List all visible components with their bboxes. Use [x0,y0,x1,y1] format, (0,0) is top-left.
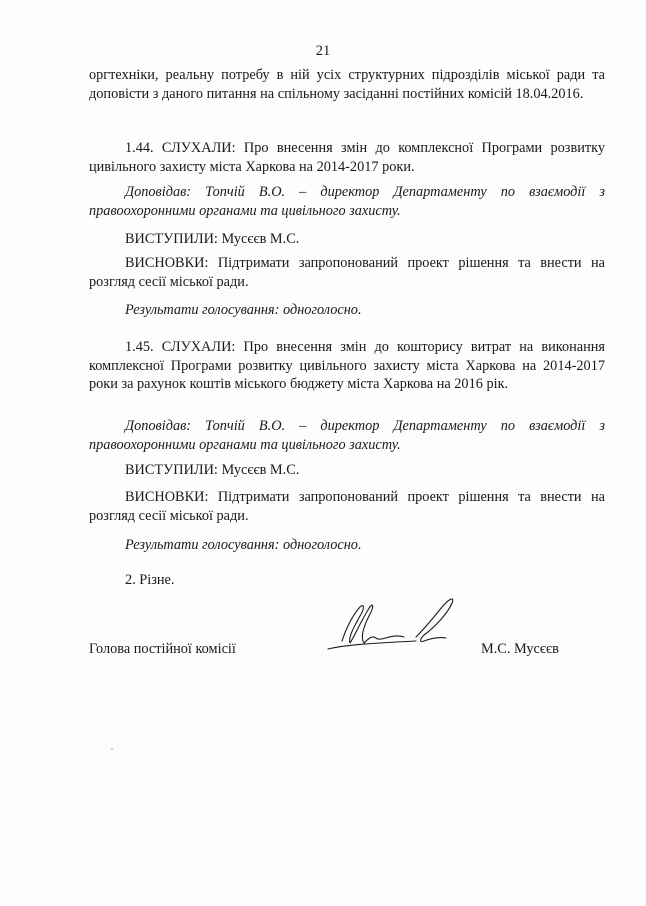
item-1-45-conclusions: ВИСНОВКИ: Підтримати запропонований проект рішення та внести на розгляд сесії міської ради. [89,489,605,524]
item-1-44-reporter: Доповідав: Топчій В.О. – директор Департаменту по взаємодії з правоохоронними органами та цивільного захисту. [89,184,605,219]
item-1-45-vote-result: Результати голосування: одноголосно. [125,537,362,553]
item-1-44-vote-result: Результати голосування: одноголосно. [125,302,362,318]
handwritten-signature [320,583,470,663]
paragraph-continuation: оргтехніки, реальну потребу в ній усіх структурних підрозділів міської ради та доповісти з даного питання на спільному засіданні постійних комісій 18.04.2016. [89,67,605,102]
item-1-45-speakers: ВИСТУПИЛИ: Мусєєв М.С. [125,462,300,478]
item-1-44-heard: 1.44. СЛУХАЛИ: Про внесення змін до комплексної Програми розвитку цивільного захисту міста Харкова на 2014-2017 роки. [89,140,605,175]
page-number: 21 [315,43,331,59]
signature-position-title: Голова постійної комісії [89,641,236,657]
item-1-45-reporter: Доповідав: Топчій В.О. – директор Департаменту по взаємодії з правоохоронними органами та цивільного захисту. [89,418,605,453]
scan-speck [111,748,113,750]
item-1-45-heard: 1.45. СЛУХАЛИ: Про внесення змін до кошторису витрат на виконання комплексної Програми розвитку цивільного захисту міста Харкова на 2014-2017 роки за рахунок коштів міського бюджету міста Харкова на 2016 рік. [89,339,605,392]
signatory-name: М.С. Мусєєв [481,641,559,657]
item-2-misc: 2. Різне. [125,572,175,588]
item-1-44-conclusions: ВИСНОВКИ: Підтримати запропонований проект рішення та внести на розгляд сесії міської ради. [89,255,605,290]
item-1-44-speakers: ВИСТУПИЛИ: Мусєєв М.С. [125,231,300,247]
